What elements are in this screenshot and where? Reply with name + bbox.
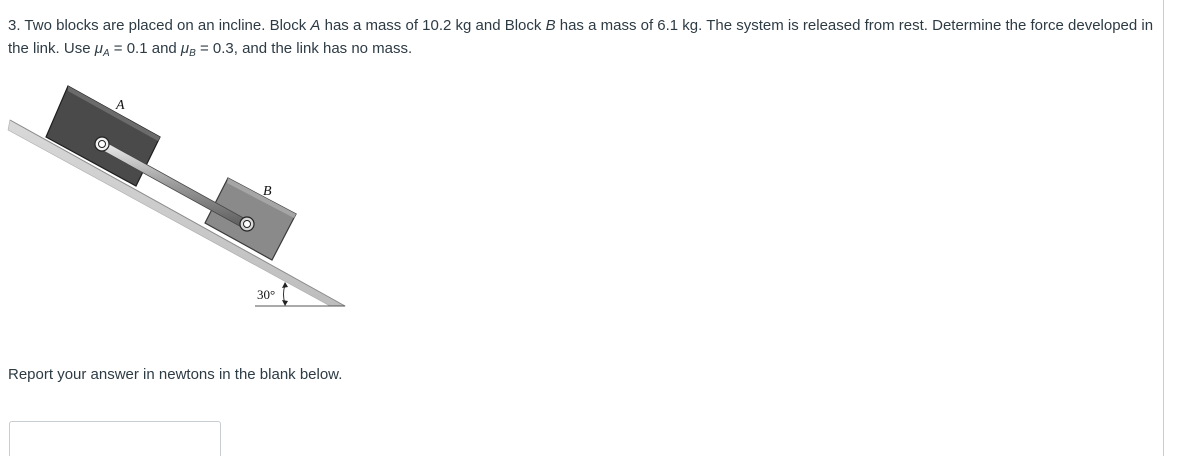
label-b: B	[263, 184, 272, 199]
question-text-1: Two blocks are placed on an incline. Block	[24, 17, 311, 34]
question-number: 3.	[8, 17, 21, 34]
incline-figure	[0, 80, 360, 320]
mu-b: $\mu_B$	[180, 40, 196, 59]
label-a: A	[116, 98, 125, 113]
mu-b-value: = 0.3, and the link has no mass.	[195, 40, 413, 57]
block-b-name: B	[545, 17, 556, 34]
mu-a-value: = 0.1 and	[109, 40, 181, 57]
question-text-2: has a mass of 10.2 kg and Block	[320, 17, 546, 34]
mu-a: $\mu_A$	[94, 40, 110, 59]
content-border	[1163, 0, 1164, 456]
block-a-name: A	[310, 17, 321, 34]
answer-prompt: Report your answer in newtons in the blank below.	[8, 366, 343, 383]
question-text	[8, 14, 1158, 65]
angle-arrow-top	[282, 282, 288, 288]
answer-input[interactable]	[9, 421, 221, 456]
question-text-3: has a mass of 6.1 kg. The system is released from rest. Determine the force developed in the link. Use	[8, 17, 1154, 57]
pin-a-icon	[95, 137, 109, 151]
angle-arrow-bottom	[282, 300, 288, 306]
angle-label: 30°	[257, 287, 276, 302]
incline-diagram	[0, 80, 360, 320]
pin-b-icon	[240, 217, 254, 231]
